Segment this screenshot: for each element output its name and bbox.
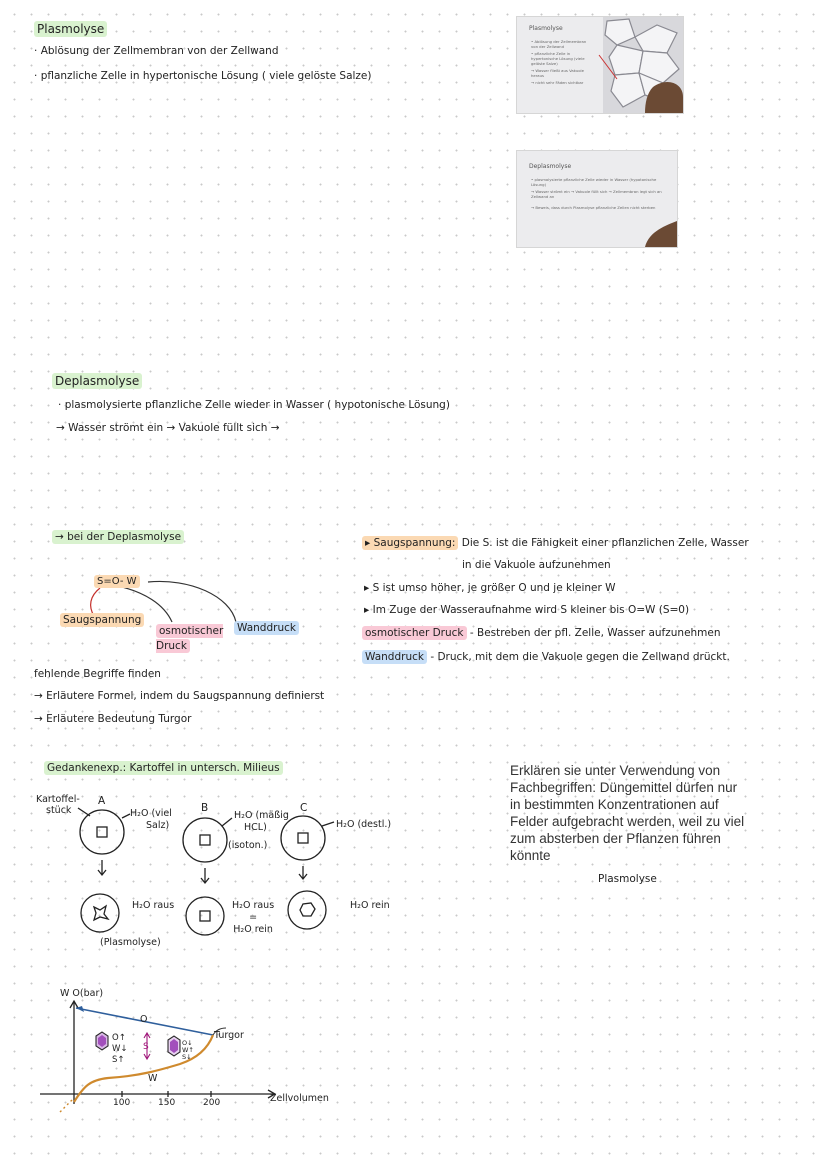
experiment-title: Gedankenexp.: Kartoffel in untersch. Milieus [44,762,283,774]
slide-2-line: Zellwand an [531,194,555,199]
slide-1-line: heraus [531,73,545,78]
label-b: B [201,802,209,814]
slide-1-title: Plasmolyse [529,25,563,32]
def-saugspannung: ▸ Saugspannung: Die S. ist die Fähigkeit einer pflanzlichen Zelle, Wasser [362,537,749,549]
label-osmotischer-druck: osmotischer Druck [156,625,224,652]
def-point-1: ▸ S ist umso höher, je größer O und je kleiner W [364,582,616,594]
label-c-solution: H₂O (destl.) [336,819,392,830]
result-a: H₂O raus [132,900,175,911]
potato-c-top [298,833,308,843]
def-wanddruck: Wanddruck - Druck, mit dem die Vakuole gegen die Zellwand drückt. [362,651,730,663]
potato-b-bottom [200,911,210,921]
slide-1-line: → nicht sehr Fäden sichtbar [531,80,584,85]
slide-2-title: Deplasmolyse [529,163,572,170]
slide-2-line: → Wasser strömt ein → Vakuole füllt sich → Zellmembran legt sich an [531,189,662,194]
graph-y-label: W O(bar) [60,988,104,999]
plasmolyse-line-2: · pflanzliche Zelle in hypertonische Lösung ( viele gelöste Salze) [34,70,372,82]
slide-1-line: • pflanzliche Zelle in [531,51,571,56]
slide-2-line: → Beweis, dass durch Plasmolyse pflanzliche Zellen nicht sterben [531,205,656,210]
deplasmolyse-line-2: → Wasser strömt ein → Vakuole füllt sich → [56,422,280,434]
cell-c-bottom [288,891,326,929]
cell-a-bottom [81,894,119,932]
graph-x-label: Zellvolumen [270,1093,329,1104]
formula-heading: → bei der Deplasmolyse [52,531,184,543]
def-osmotischer-druck: osmotischer Druck - Bestreben der pfl. Zelle, Wasser aufzunehmen [362,627,721,639]
slide-2-line: • plasmolysierte pflanzliche Zelle wieder in Wasser (hypotonische [531,177,657,182]
cell-b-top [183,818,227,862]
deplasmolyse-line-1: · plasmolysierte pflanzliche Zelle wieder in Wasser ( hypotonische Lösung) [58,399,450,411]
result-b: H₂O raus = H₂O rein [232,900,275,935]
plasmolyse-line-1: · Ablösung der Zellmembran von der Zellwand [34,45,279,57]
task-3: → Erläutere Bedeutung Turgor [34,713,192,725]
slide-1-line: von der Zellwand [531,44,564,49]
experiment-diagram [30,788,430,958]
def-saugspannung-cont: in die Vakuole aufzunehmen [462,559,611,571]
graph-o-label: O [140,1014,148,1025]
label-wanddruck: Wanddruck [234,622,299,634]
task-2: → Erläutere Formel, indem du Saugspannung definierst [34,690,325,702]
plasmolyse-title: Plasmolyse [34,22,107,36]
label-b-solution: H₂O (mäßig HCL) (isoton.) [228,810,289,851]
question-answer: Plasmolyse [598,873,657,885]
label-saugspannung: Saugspannung [60,614,144,626]
tick-100: 100 [113,1098,131,1108]
label-a: A [98,795,106,807]
cell-a-top [80,810,124,854]
slide-1-line: gelöste Salze) [531,61,558,66]
cell-b-bottom [186,897,224,935]
tick-150: 150 [158,1098,176,1108]
label-a-solution: H₂O (viel Salz) [130,808,172,831]
potato-a-shrunk [94,906,108,920]
result-c: H₂O rein [350,900,390,911]
slide-2-line: Lösung) [531,182,547,187]
cell2-notes: O↓ W↑ S↓ [182,1039,194,1061]
slide-1-line: → Wasser fließt aus Vakuole [531,68,584,73]
result-a-plasmolyse: (Plasmolyse) [100,937,161,948]
formula-text: S=O- W [94,576,140,587]
task-1: fehlende Begriffe finden [34,668,161,680]
potato-c-swollen [300,903,315,916]
slide-1-line: • Ablösung der Zellmembran [531,39,587,44]
graph-w-label: W [148,1073,158,1084]
arrow-to-wanddruck [148,581,236,622]
graph-turgor-label: Turgor [214,1030,244,1041]
label-c: C [300,802,308,814]
slide-plasmolyse-image [516,16,684,114]
slide-deplasmolyse-image [516,150,678,248]
tick-200: 200 [203,1098,221,1108]
potato-a-top [97,827,107,837]
graph-s-label: S [143,1042,149,1052]
def-point-2: ▸ Im Zuge der Wasseraufnahme wird S kleiner bis O=W (S=0) [364,604,690,616]
arrow-to-saugspannung [91,588,100,616]
deplasmolyse-title: Deplasmolyse [52,374,142,388]
potato-b-top [200,835,210,845]
slide-1-line: hypertonische Lösung (viele [531,56,585,61]
label-kartoffel: Kartoffel- stück [36,794,80,816]
question-text: Erklären sie unter Verwendung von Fachbegriffen: Düngemittel dürfen nur in bestimmten Konzentrationen auf Felder aufgebracht werden, weil zu viel zum absterben der Pflanzen führen könnte [510,763,745,863]
cell1-notes: O↑ W↓ S↑ [112,1033,128,1065]
